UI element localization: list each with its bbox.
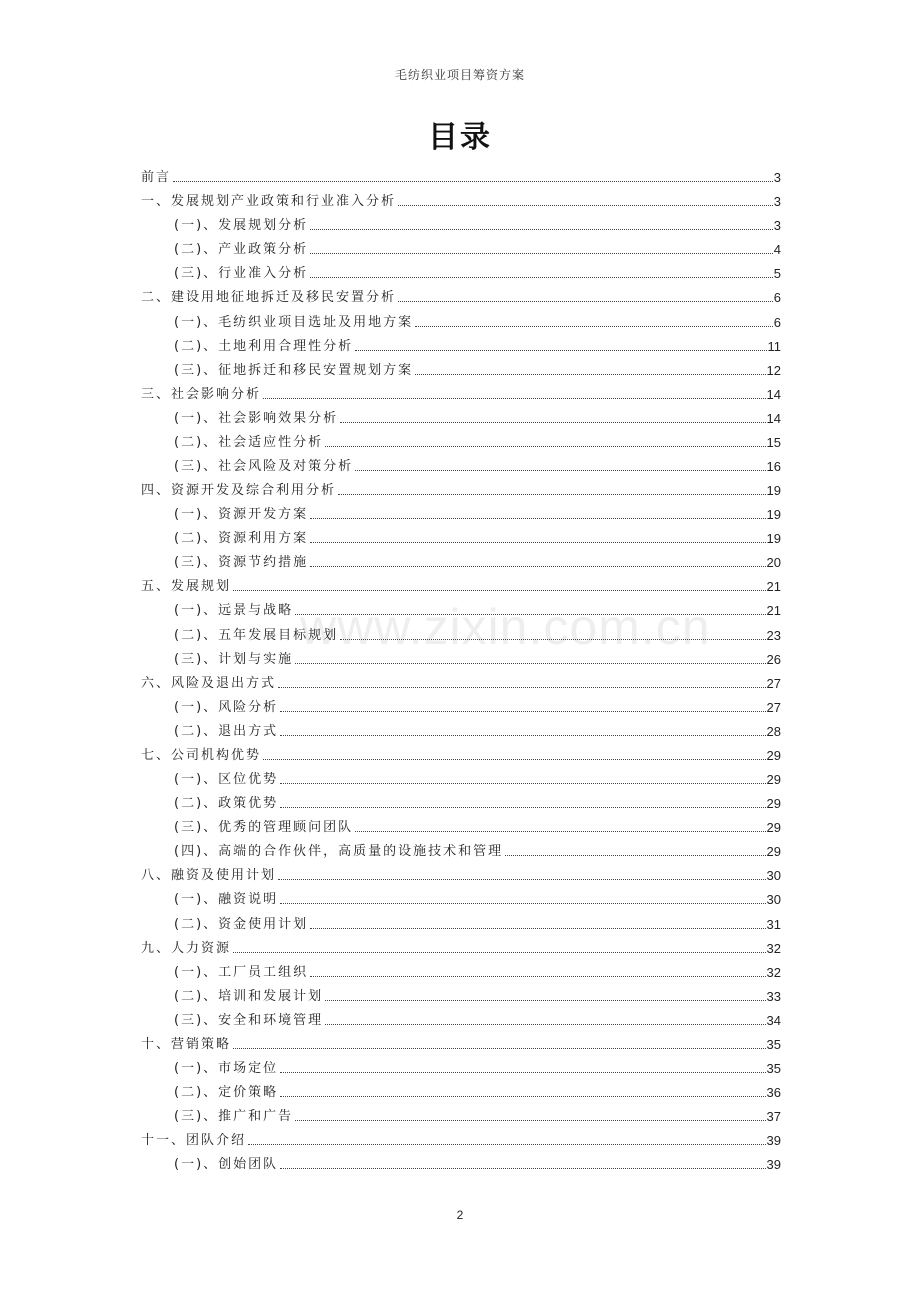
toc-entry-label: (二)、资源利用方案 bbox=[174, 531, 309, 547]
toc-entry-label: (一)、资源开发方案 bbox=[174, 507, 309, 523]
toc-subentry[interactable] bbox=[141, 258, 781, 282]
toc-entry-label: 九、人力资源 bbox=[141, 940, 232, 956]
toc-entry[interactable] bbox=[141, 282, 781, 306]
toc-entry[interactable] bbox=[141, 1125, 781, 1149]
toc-entry-label: 四、资源开发及综合利用分析 bbox=[141, 483, 337, 499]
toc-entry-page: 15 bbox=[766, 434, 781, 450]
toc-leader-dots bbox=[310, 928, 765, 929]
toc-entry-label: (二)、定价策略 bbox=[174, 1085, 279, 1101]
toc-entry-page: 3 bbox=[773, 194, 781, 210]
toc-entry[interactable] bbox=[141, 860, 781, 884]
toc-subentry[interactable] bbox=[141, 1077, 781, 1101]
toc-leader-dots bbox=[398, 301, 773, 302]
toc-entry-label: (二)、政策优势 bbox=[174, 796, 279, 812]
toc-entry-page: 32 bbox=[766, 940, 781, 956]
toc-entry-page: 29 bbox=[766, 820, 781, 836]
toc-subentry[interactable] bbox=[141, 1149, 781, 1173]
toc-entry-label: 五、发展规划 bbox=[141, 579, 232, 595]
toc-subentry[interactable] bbox=[141, 331, 781, 355]
toc-subentry[interactable] bbox=[141, 908, 781, 932]
toc-entry-label: (三)、计划与实施 bbox=[174, 651, 294, 667]
toc-entry-label: (一)、市场定位 bbox=[174, 1060, 279, 1076]
toc-entry-page: 19 bbox=[766, 531, 781, 547]
toc-entry-page: 12 bbox=[766, 362, 781, 378]
toc-subentry[interactable] bbox=[141, 788, 781, 812]
toc-entry-page: 14 bbox=[766, 386, 781, 402]
toc-entry-page: 39 bbox=[766, 1157, 781, 1173]
toc-entry-page: 28 bbox=[766, 723, 781, 739]
toc-entry-page: 27 bbox=[766, 675, 781, 691]
toc-entry[interactable] bbox=[141, 1029, 781, 1053]
toc-leader-dots bbox=[310, 277, 773, 278]
toc-entry-page: 6 bbox=[773, 290, 781, 306]
toc-leader-dots bbox=[340, 422, 765, 423]
toc-leader-dots bbox=[248, 1144, 766, 1145]
toc-entry-page: 6 bbox=[773, 314, 781, 330]
toc-subentry[interactable] bbox=[141, 692, 781, 716]
toc-entry-label: 十、营销策略 bbox=[141, 1036, 232, 1052]
toc-leader-dots bbox=[295, 1120, 765, 1121]
toc-subentry[interactable] bbox=[141, 1005, 781, 1029]
toc-entry-label: (三)、行业准入分析 bbox=[174, 266, 309, 282]
toc-leader-dots bbox=[325, 1000, 765, 1001]
toc-leader-dots bbox=[415, 326, 773, 327]
toc-entry-label: (二)、土地利用合理性分析 bbox=[174, 338, 354, 354]
toc-leader-dots bbox=[398, 205, 773, 206]
toc-subentry[interactable] bbox=[141, 619, 781, 643]
toc-entry-label: 前言 bbox=[141, 170, 172, 186]
toc-entry[interactable] bbox=[141, 186, 781, 210]
toc-leader-dots bbox=[325, 446, 765, 447]
toc-entry-page: 35 bbox=[766, 1060, 781, 1076]
toc-entry-label: (二)、退出方式 bbox=[174, 723, 279, 739]
toc-entry-label: (一)、社会影响效果分析 bbox=[174, 410, 339, 426]
toc-leader-dots bbox=[280, 1096, 765, 1097]
toc-leader-dots bbox=[280, 903, 765, 904]
toc-entry-label: (二)、培训和发展计划 bbox=[174, 988, 324, 1004]
toc-leader-dots bbox=[280, 807, 765, 808]
toc-entry-label: (一)、风险分析 bbox=[174, 699, 279, 715]
toc-leader-dots bbox=[310, 566, 765, 567]
toc-entry-label: (一)、区位优势 bbox=[174, 772, 279, 788]
toc-entry[interactable] bbox=[141, 379, 781, 403]
toc-entry-page: 33 bbox=[766, 988, 781, 1004]
toc-entry-page: 20 bbox=[766, 555, 781, 571]
toc-leader-dots bbox=[280, 711, 765, 712]
toc-subentry[interactable] bbox=[141, 427, 781, 451]
toc-entry-label: (一)、融资说明 bbox=[174, 892, 279, 908]
toc-entry-label: 七、公司机构优势 bbox=[141, 747, 262, 763]
toc-entry-page: 29 bbox=[766, 747, 781, 763]
toc-subentry[interactable] bbox=[141, 1101, 781, 1125]
toc-entry-page: 39 bbox=[766, 1133, 781, 1149]
toc-subentry[interactable] bbox=[141, 716, 781, 740]
toc-entry-page: 26 bbox=[766, 651, 781, 667]
toc-entry-label: (二)、五年发展目标规划 bbox=[174, 627, 339, 643]
toc-leader-dots bbox=[338, 494, 766, 495]
toc-entry-label: (一)、毛纺织业项目选址及用地方案 bbox=[174, 314, 414, 330]
toc-entry-label: 一、发展规划产业政策和行业准入分析 bbox=[141, 194, 397, 210]
toc-leader-dots bbox=[355, 831, 765, 832]
toc-leader-dots bbox=[505, 855, 765, 856]
page-number: 2 bbox=[456, 1208, 464, 1222]
toc-subentry[interactable] bbox=[141, 210, 781, 234]
table-of-contents bbox=[141, 162, 781, 1173]
toc-subentry[interactable] bbox=[141, 884, 781, 908]
toc-entry-label: 十一、团队介绍 bbox=[141, 1133, 247, 1149]
toc-entry-page: 30 bbox=[766, 868, 781, 884]
toc-entry-label: 八、融资及使用计划 bbox=[141, 868, 277, 884]
toc-leader-dots bbox=[280, 735, 765, 736]
toc-leader-dots bbox=[280, 1072, 765, 1073]
toc-subentry[interactable] bbox=[141, 306, 781, 330]
toc-entry-page: 16 bbox=[766, 459, 781, 475]
toc-entry-label: (一)、远景与战略 bbox=[174, 603, 294, 619]
toc-entry-label: (三)、资源节约措施 bbox=[174, 555, 309, 571]
toc-entry-page: 29 bbox=[766, 796, 781, 812]
toc-entry-label: (二)、资金使用计划 bbox=[174, 916, 309, 932]
toc-entry-label: (二)、产业政策分析 bbox=[174, 242, 309, 258]
toc-leader-dots bbox=[278, 879, 766, 880]
toc-entry[interactable] bbox=[141, 933, 781, 957]
toc-subentry[interactable] bbox=[141, 764, 781, 788]
toc-entry-page: 29 bbox=[766, 844, 781, 860]
toc-entry-page: 34 bbox=[766, 1012, 781, 1028]
toc-leader-dots bbox=[310, 542, 765, 543]
toc-entry-page: 19 bbox=[766, 507, 781, 523]
toc-subentry[interactable] bbox=[141, 644, 781, 668]
toc-entry[interactable] bbox=[141, 162, 781, 186]
toc-entry-label: (三)、社会风险及对策分析 bbox=[174, 459, 354, 475]
toc-entry[interactable] bbox=[141, 475, 781, 499]
toc-leader-dots bbox=[233, 1048, 766, 1049]
toc-entry-page: 14 bbox=[766, 410, 781, 426]
toc-entry-label: (三)、推广和广告 bbox=[174, 1109, 294, 1125]
toc-subentry[interactable] bbox=[141, 547, 781, 571]
toc-entry-label: (三)、安全和环境管理 bbox=[174, 1012, 324, 1028]
toc-entry-label: (三)、优秀的管理顾问团队 bbox=[174, 820, 354, 836]
toc-leader-dots bbox=[325, 1024, 765, 1025]
toc-entry-page: 31 bbox=[766, 916, 781, 932]
toc-leader-dots bbox=[340, 639, 765, 640]
toc-leader-dots bbox=[310, 229, 773, 230]
toc-entry-label: (一)、发展规划分析 bbox=[174, 218, 309, 234]
toc-subentry[interactable] bbox=[141, 836, 781, 860]
toc-leader-dots bbox=[280, 783, 765, 784]
toc-leader-dots bbox=[173, 181, 773, 182]
toc-entry-page: 5 bbox=[773, 266, 781, 282]
toc-entry-label: (一)、工厂员工组织 bbox=[174, 964, 309, 980]
toc-subentry[interactable] bbox=[141, 403, 781, 427]
toc-subentry[interactable] bbox=[141, 812, 781, 836]
toc-leader-dots bbox=[280, 1168, 765, 1169]
toc-entry-page: 4 bbox=[773, 242, 781, 258]
page-title: 目录 bbox=[428, 120, 492, 155]
toc-subentry[interactable] bbox=[141, 595, 781, 619]
toc-entry-page: 3 bbox=[773, 170, 781, 186]
toc-subentry[interactable] bbox=[141, 981, 781, 1005]
toc-entry-label: 二、建设用地征地拆迁及移民安置分析 bbox=[141, 290, 397, 306]
toc-entry-page: 19 bbox=[766, 483, 781, 499]
watermark: www.zixin.com.cn bbox=[300, 599, 711, 655]
toc-subentry[interactable] bbox=[141, 523, 781, 547]
toc-subentry[interactable] bbox=[141, 355, 781, 379]
toc-leader-dots bbox=[263, 759, 766, 760]
toc-entry[interactable] bbox=[141, 571, 781, 595]
toc-entry[interactable] bbox=[141, 668, 781, 692]
toc-entry-page: 27 bbox=[766, 699, 781, 715]
toc-entry-page: 3 bbox=[773, 218, 781, 234]
toc-entry-label: (二)、社会适应性分析 bbox=[174, 434, 324, 450]
toc-entry-page: 21 bbox=[766, 603, 781, 619]
toc-leader-dots bbox=[233, 590, 766, 591]
toc-leader-dots bbox=[415, 374, 765, 375]
toc-entry-page: 35 bbox=[766, 1036, 781, 1052]
toc-entry-label: (四)、高端的合作伙伴，高质量的设施技术和管理 bbox=[174, 844, 504, 860]
toc-entry-label: (一)、创始团队 bbox=[174, 1157, 279, 1173]
toc-subentry[interactable] bbox=[141, 957, 781, 981]
toc-leader-dots bbox=[233, 952, 766, 953]
toc-leader-dots bbox=[278, 687, 766, 688]
toc-leader-dots bbox=[295, 614, 765, 615]
toc-subentry[interactable] bbox=[141, 451, 781, 475]
toc-leader-dots bbox=[355, 350, 766, 351]
toc-entry-page: 32 bbox=[766, 964, 781, 980]
toc-entry[interactable] bbox=[141, 740, 781, 764]
toc-entry-page: 30 bbox=[766, 892, 781, 908]
toc-leader-dots bbox=[310, 518, 765, 519]
toc-entry-page: 11 bbox=[767, 338, 781, 354]
page-header: 毛纺织业项目筹资方案 bbox=[394, 68, 525, 82]
toc-leader-dots bbox=[295, 663, 765, 664]
toc-leader-dots bbox=[310, 976, 765, 977]
toc-subentry[interactable] bbox=[141, 234, 781, 258]
toc-entry-label: 六、风险及退出方式 bbox=[141, 675, 277, 691]
toc-entry-page: 23 bbox=[766, 627, 781, 643]
toc-subentry[interactable] bbox=[141, 1053, 781, 1077]
toc-subentry[interactable] bbox=[141, 499, 781, 523]
toc-entry-page: 29 bbox=[766, 772, 781, 788]
toc-entry-page: 21 bbox=[766, 579, 781, 595]
toc-entry-label: 三、社会影响分析 bbox=[141, 386, 262, 402]
toc-leader-dots bbox=[355, 470, 765, 471]
toc-entry-page: 37 bbox=[766, 1109, 781, 1125]
toc-entry-page: 36 bbox=[766, 1085, 781, 1101]
toc-leader-dots bbox=[263, 398, 766, 399]
toc-leader-dots bbox=[310, 253, 773, 254]
toc-entry-label: (三)、征地拆迁和移民安置规划方案 bbox=[174, 362, 414, 378]
